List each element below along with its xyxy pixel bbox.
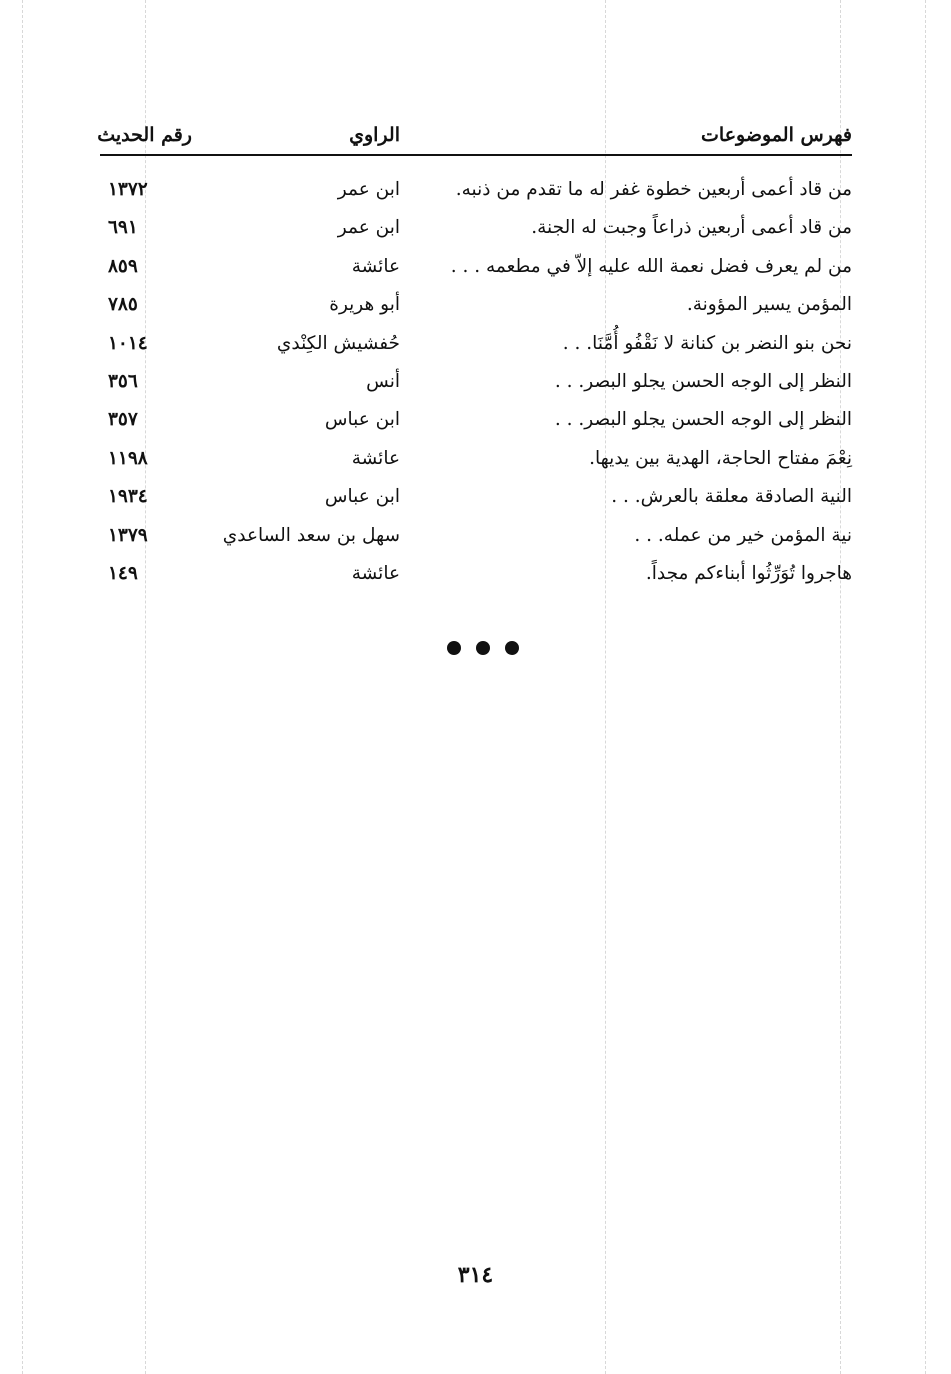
hadith-text: من قاد أعمى أربعين ذراعاً وجبت له الجنة. (531, 217, 852, 239)
narrator-name: سهل بن سعد الساعدي (222, 524, 400, 546)
index-table-header (97, 118, 852, 156)
hadith-text: هاجروا تُوَرِّثُوا أبناءكم مجداً. (645, 562, 852, 584)
hadith-number: ٣٥٧ (108, 409, 138, 431)
hadith-text: نية المؤمن خير من عمله. . . (634, 524, 852, 546)
index-entry (100, 289, 852, 327)
index-entry (100, 212, 852, 250)
hadith-number: ٦٩١ (108, 217, 138, 239)
index-entry (100, 174, 852, 212)
hadith-number: ٧٨٥ (108, 294, 138, 316)
hadith-text: نِعْمَ مفتاح الحاجة، الهدية بين يديها. (589, 447, 852, 469)
narrator-name: أبو هريرة (329, 294, 400, 316)
narrator-column-title: الراوي (349, 124, 400, 146)
index-entry (100, 328, 852, 366)
hadith-text: المؤمن يسير المؤونة. (686, 294, 852, 316)
index-entry (100, 520, 852, 558)
hadith-number: ٣٥٦ (108, 370, 138, 392)
scan-guide-line (22, 0, 23, 1374)
narrator-name: ابن عباس (324, 486, 400, 508)
narrator-name: عائشة (351, 255, 400, 277)
hadith-number: ١٤٩ (108, 562, 138, 584)
hadith-text: النظر إلى الوجه الحسن يجلو البصر. . . (554, 409, 852, 431)
hadith-number: ١٠١٤ (108, 332, 148, 354)
page-number: ٣١٤ (457, 1262, 494, 1288)
narrator-name: ابن عباس (324, 409, 400, 431)
narrator-name: عائشة (351, 447, 400, 469)
index-entry (100, 481, 852, 519)
bullet-dot-icon (505, 641, 519, 655)
hadith-number-column-title: رقم الحديث (97, 124, 192, 146)
narrator-name: ابن عمر (337, 217, 400, 239)
hadith-text: من لم يعرف فضل نعمة الله عليه إلاّ في مطعمه . . . (450, 255, 852, 277)
hadith-text: النية الصادقة معلقة بالعرش. . . (611, 486, 852, 508)
section-end-ornament (447, 640, 519, 656)
hadith-text: نحن بنو النضر بن كنانة لا نَقْفُو أُمَّنَا. . . (562, 332, 852, 354)
scan-guide-line (925, 0, 926, 1374)
narrator-name: حُفشيش الكِنْدي (276, 332, 400, 354)
hadith-number: ١٣٧٢ (108, 179, 148, 200)
index-entry (100, 366, 852, 404)
index-entry (100, 404, 852, 442)
bullet-dot-icon (447, 641, 461, 655)
hadith-number: ١١٩٨ (108, 447, 148, 469)
index-entry (100, 558, 852, 596)
narrator-name: أنس (366, 370, 400, 392)
index-entry (100, 443, 852, 481)
hadith-number: ١٩٣٤ (108, 486, 148, 508)
hadith-number: ١٣٧٩ (108, 524, 148, 546)
narrator-name: عائشة (351, 562, 400, 584)
topics-column-title: فهرس الموضوعات (701, 124, 852, 146)
index-entries-list (100, 174, 852, 596)
narrator-name: ابن عمر (337, 179, 400, 200)
hadith-text: النظر إلى الوجه الحسن يجلو البصر. . . (554, 370, 852, 392)
bullet-dot-icon (476, 641, 490, 655)
hadith-text: من قاد أعمى أربعين خطوة غفر له ما تقدم من ذنبه. (455, 179, 852, 200)
hadith-number: ٨٥٩ (108, 255, 138, 277)
index-entry (100, 251, 852, 289)
